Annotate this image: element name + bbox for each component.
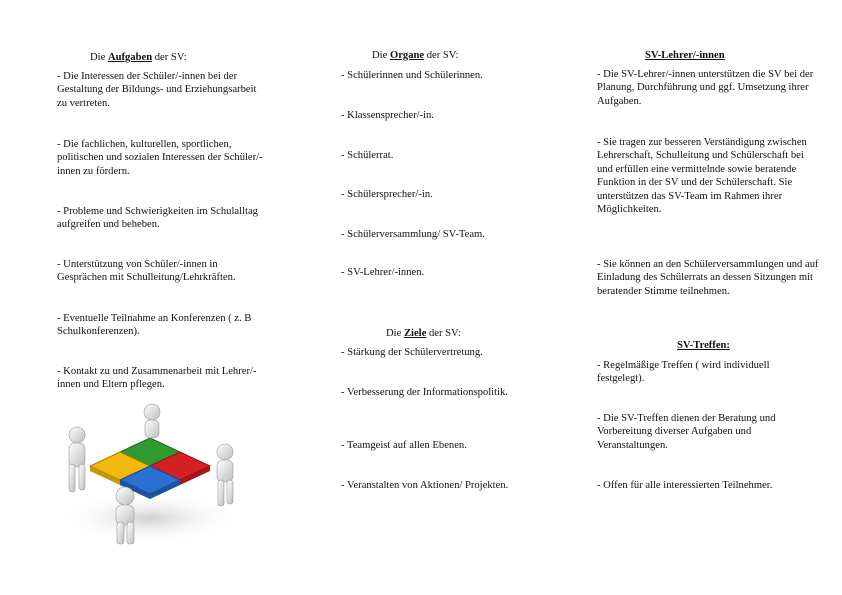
organe-item: - Schülerinnen und Schülerinnen. (341, 70, 483, 81)
heading-organe: Die Organe der SV: (372, 50, 459, 61)
organe-item: - Schülersprecher/-in. (341, 189, 433, 200)
treffen-item: - Die SV-Treffen dienen der Beratung und Vorbereitung diverser Aufgaben und Veranstaltungen. (597, 413, 776, 451)
treffen-item: - Regelmäßige Treffen ( wird individuell festgelegt). (597, 360, 770, 385)
puzzle-teamwork-icon (55, 400, 245, 550)
lehrer-item: - Sie tragen zur besseren Verständigung zwischen Lehrerschaft, Schulleitung und Schülerschaft bei und erfüllen eine vermittelnde sowie beratende Funktion in der SV und der Schülerschaft. Sie unterstützen das SV-Team im Rahmen ihrer Möglichkeiten. (597, 137, 807, 216)
organe-item: - SV-Lehrer/-innen. (341, 267, 425, 278)
ziele-item: - Veranstalten von Aktionen/ Projekten. (341, 480, 509, 491)
aufgaben-item: - Die Interessen der Schüler/-innen bei der Gestaltung der Bildungs- und Erziehungsarbeit zu vertreten. (57, 71, 257, 109)
aufgaben-item: - Die fachlichen, kulturellen, sportlichen, politischen und sozialen Interessen der Schüler/-innen zu fördern. (57, 139, 263, 177)
aufgaben-item: - Probleme und Schwierigkeiten im Schulalltag aufgreifen und beheben. (57, 206, 258, 231)
heading-aufgaben: Die Aufgaben der SV: (90, 52, 187, 63)
organe-item: - Schülerrat. (341, 150, 394, 161)
ziele-item: - Teamgeist auf allen Ebenen. (341, 440, 467, 451)
ziele-item: - Stärkung der Schülervertretung. (341, 347, 483, 358)
organe-item: - Klassensprecher/-in. (341, 110, 434, 121)
heading-ziele: Die Ziele der SV: (386, 328, 461, 339)
heading-sv-treffen: SV-Treffen: (677, 340, 730, 351)
ziele-item: - Verbesserung der Informationspolitik. (341, 387, 508, 398)
aufgaben-item: - Eventuelle Teilnahme an Konferenzen ( z. B Schulkonferenzen). (57, 313, 252, 338)
organe-item: - Schülerversammlung/ SV-Team. (341, 229, 485, 240)
treffen-item: - Offen für alle interessierten Teilnehmer. (597, 480, 773, 491)
lehrer-item: - Sie können an den Schülerversammlungen und auf Einladung des Schülerrats an dessen Sitzungen mit beratender Stimme teilnehmen. (597, 259, 819, 297)
aufgaben-item: - Kontakt zu und Zusammenarbeit mit Lehrer/-innen und Eltern pflegen. (57, 366, 257, 391)
lehrer-item: - Die SV-Lehrer/-innen unterstützen die SV bei der Planung, Durchführung und ggf. Umsetzung ihrer Aufgaben. (597, 69, 814, 107)
aufgaben-item: - Unterstützung von Schüler/-innen in Gesprächen mit Schulleitung/Lehrkräften. (57, 259, 236, 284)
heading-sv-lehrer: SV-Lehrer/-innen (645, 50, 725, 61)
